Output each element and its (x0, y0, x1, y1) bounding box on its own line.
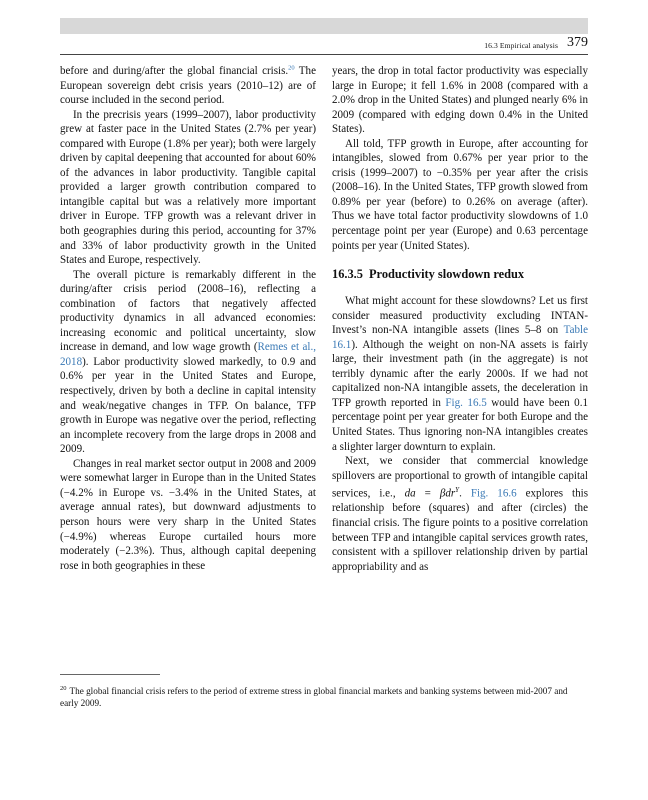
paragraph: All told, TFP growth in Europe, after accounting for intangibles, slowed from 0.67% per year prior to the crisis (1999–2007) to −0.35% per year after the crisis (2008–16). In the United States, TFP growth slowed from 0.89% per year (before) to 0.26% on average (after). Thus we have total factor productivity slowdowns of 1.0 percentage point per year (Europe) and 0.63 percentage points per year (United States). (332, 137, 588, 252)
paragraph-text: The European sovereign debt crisis years (2010–12) are of course included in the second period. (60, 65, 316, 107)
equation-lhs: da (404, 487, 416, 500)
header-bar (60, 18, 588, 34)
equation-rhs: βdr (439, 487, 456, 500)
equation-equals: = (415, 487, 440, 500)
section-number: 16.3.5 (332, 267, 363, 282)
footnote (60, 685, 588, 710)
figure-link[interactable]: Fig. 16.5 (445, 396, 487, 409)
equation-superscript: Y (455, 486, 460, 495)
paragraph (60, 268, 316, 457)
equation-period: . (459, 487, 471, 500)
figure-link[interactable]: Fig. 16.6 (470, 487, 517, 500)
section-heading (332, 267, 588, 282)
right-column (332, 64, 588, 574)
paragraph-text: would have been 0.1 percentage point per year greater for both Europe and the United States. Thus ignoring non-NA intangibles creates a slighter larger downturn to explain. (332, 396, 588, 453)
paragraph (60, 64, 316, 108)
paragraph-text: The overall picture is remarkably different in the during/after crisis period (2008–16), reflecting a combination of factors that negatively affected productivity dynamics in all advanced economies: increasing economic and political uncertainty, slow increase in demand, and low wage growth ( (60, 268, 316, 354)
paragraph: Changes in real market sector output in 2008 and 2009 were somewhat larger in Europe than in the United States (−4.2% in Europe vs. −3.4% in the United States, at average annual rates), but downward adjustments to person hours were very sharp in the United States (−4.9%) whereas Europe curtailed hours more moderately (−2.3%). Thus, although capital deepening rose in both geographies in these (60, 457, 316, 572)
table-link[interactable]: Table 16.1 (332, 324, 588, 351)
running-head: 16.3 Empirical analysis (484, 41, 558, 50)
page-number: 379 (567, 35, 588, 50)
paragraph-text: What might account for these slowdowns? Let us first consider measured productivity excluding INTAN-Invest’s non-NA intangible assets (lines 5–8 on (332, 295, 588, 337)
left-column (60, 64, 316, 573)
paragraph: In the precrisis years (1999–2007), labor productivity grew at faster pace in the United States (2.7% per year) compared with Europe (1.8% per year); both were largely driven by capital deepening that accounted for about 60% of the advances in labor productivity. Tangible capital provided a larger growth contribution compared to intangible capital but was a relatively more important driver in Europe. TFP growth was a relevant driver in both geographies during this period, accounting for 37% and 33% of labor productivity growth in the United States and Europe, respectively. (60, 108, 316, 267)
paragraph: years, the drop in total factor productivity was especially large in Europe; it fell 1.6% in 2008 (compared with a 2.0% drop in the United States) and plunged nearly 6% in 2009 (compared with edging down 0.4% in the United States). (332, 65, 588, 136)
paragraph (332, 294, 588, 454)
paragraph-text: explores this relationship before (squares) and after (circles) the financial crisis. The figure points to a positive correlation between TFP and intangible capital services growth rates, consistent with a spillover relationship driven by partial appropriability and as (332, 487, 588, 573)
paragraph-text: Next, we consider that commercial knowledge spillovers are proportional to growth of intangible capital services, i.e., (332, 455, 588, 500)
paragraph (332, 454, 588, 574)
citation-link[interactable]: Remes et al., 2018 (60, 341, 316, 368)
section-title: Productivity slowdown redux (368, 267, 525, 282)
paragraph-text: before and during/after the global financial crisis. (60, 65, 289, 77)
footnote-text: The global financial crisis refers to the period of extreme stress in global financial markets and banking systems between mid-2007 and early 2009. (60, 686, 568, 709)
header-rule (60, 54, 588, 55)
footnote-number: 20 (60, 684, 67, 692)
paragraph-text: ). Labor productivity slowed markedly, to 0.9 and 0.6% per year in the United States and Europe, respectively, driven by both a decline in capital intensity and weak/negative changes in TFP. On balance, TFP growth in Europe was negative over the period, reflecting an incomplete recovery from the large drops in 2008 and 2009. (60, 355, 316, 456)
footnote-reference[interactable]: 20 (288, 64, 295, 72)
footnote-rule (60, 674, 160, 675)
paragraph-text: ). Although the weight on non-NA assets is fairly large, their investment path (in the aggregate) is not terribly dynamic after the early 2000s. If we had not capitalized non-NA intangible assets, the deceleration in TFP growth reported in (332, 338, 588, 409)
